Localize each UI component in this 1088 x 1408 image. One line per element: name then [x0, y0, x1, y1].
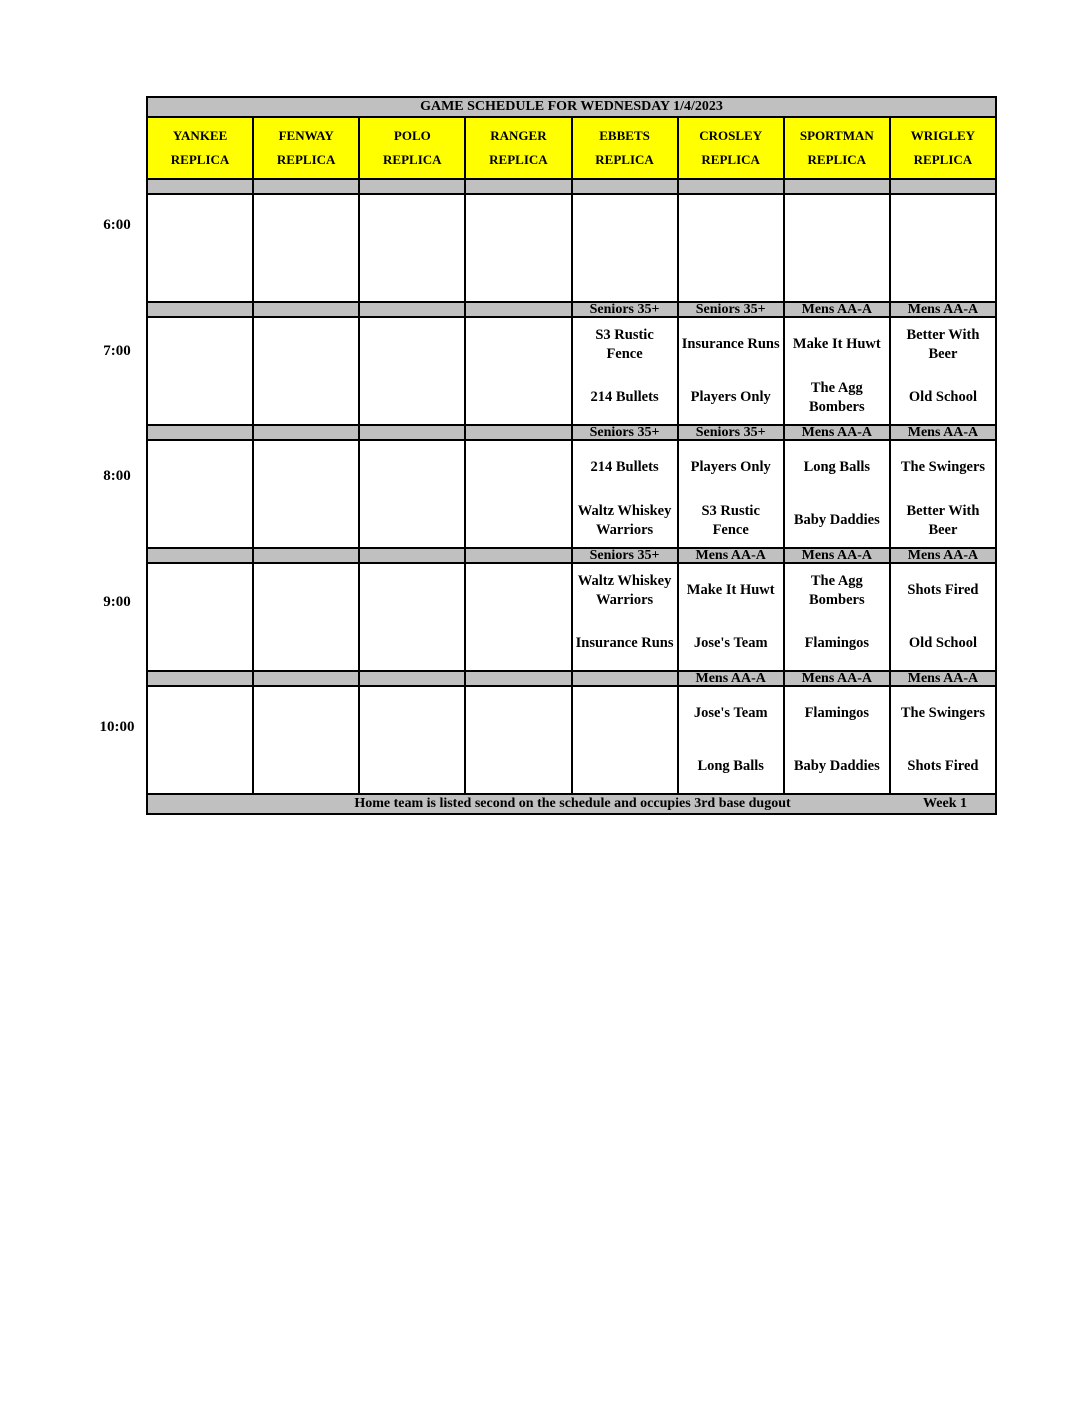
home-team	[360, 617, 464, 670]
home-team: Flamingos	[804, 635, 870, 651]
home-team	[148, 740, 252, 793]
away-team	[148, 318, 252, 371]
footer-row	[147, 794, 996, 814]
away-team: Better With Beer	[906, 326, 980, 362]
field-type: REPLICA	[595, 152, 654, 167]
field-name: RANGER	[490, 128, 547, 143]
game-cell	[465, 194, 571, 302]
field-type: REPLICA	[913, 152, 973, 167]
game-cell	[890, 440, 996, 548]
division-label	[465, 548, 571, 563]
division-label	[147, 548, 253, 563]
division-label: Mens AA-A	[784, 548, 890, 563]
home-team	[466, 617, 570, 670]
field-type: REPLICA	[383, 152, 442, 167]
away-team	[360, 441, 464, 494]
game-cell	[678, 194, 784, 302]
away-team	[148, 687, 252, 740]
home-team	[466, 248, 570, 301]
division-label: Seniors 35+	[572, 425, 678, 440]
home-team	[360, 494, 464, 547]
game-cell	[147, 317, 253, 425]
away-team	[466, 195, 570, 248]
home-team	[891, 248, 995, 301]
game-cell	[359, 686, 465, 794]
division-label	[147, 179, 253, 194]
game-cell	[465, 563, 571, 671]
division-row	[147, 179, 996, 194]
division-label	[359, 425, 465, 440]
away-team: Insurance Runs	[681, 336, 780, 352]
field-header-fenway	[253, 117, 359, 179]
away-team	[466, 318, 570, 371]
division-label	[359, 671, 465, 686]
field-header-row	[147, 117, 996, 179]
game-cell	[784, 194, 890, 302]
time-label: 9:00	[103, 594, 131, 610]
away-team: Waltz Whiskey Warriors	[577, 572, 672, 608]
division-label	[253, 425, 359, 440]
game-cell	[572, 194, 678, 302]
away-team	[360, 687, 464, 740]
division-label	[359, 179, 465, 194]
home-team: Old School	[908, 635, 977, 651]
game-cell	[465, 686, 571, 794]
home-team	[360, 248, 464, 301]
home-team	[360, 371, 464, 424]
away-team	[148, 441, 252, 494]
game-cell	[147, 440, 253, 548]
away-team	[254, 564, 358, 617]
away-team	[891, 195, 995, 248]
division-row	[147, 548, 996, 563]
schedule-table	[146, 96, 997, 815]
division-row	[147, 425, 996, 440]
game-cell	[253, 686, 359, 794]
home-team: Better With Beer	[906, 502, 980, 538]
game-cell	[572, 686, 678, 794]
away-team	[360, 564, 464, 617]
away-team	[254, 441, 358, 494]
home-team-note: Home team is listed second on the schedule and occupies 3rd base dugout	[354, 796, 791, 811]
division-label: Mens AA-A	[890, 548, 996, 563]
time-label: 6:00	[103, 217, 131, 233]
away-team	[573, 687, 677, 740]
away-team	[466, 441, 570, 494]
away-team: 214 Bullets	[590, 459, 659, 475]
division-label	[465, 179, 571, 194]
home-team	[466, 371, 570, 424]
game-cell	[890, 317, 996, 425]
home-team	[254, 371, 358, 424]
away-team	[148, 564, 252, 617]
home-team	[466, 494, 570, 547]
game-cell	[253, 440, 359, 548]
field-header-yankee	[147, 117, 253, 179]
home-team	[360, 740, 464, 793]
game-cell	[784, 440, 890, 548]
field-header-ebbets	[572, 117, 678, 179]
away-team	[148, 195, 252, 248]
division-label	[465, 425, 571, 440]
division-row	[147, 302, 996, 317]
game-cell	[253, 317, 359, 425]
away-team	[360, 318, 464, 371]
division-label: Seniors 35+	[678, 302, 784, 317]
home-team	[148, 494, 252, 547]
week-label: Week 1	[923, 796, 967, 811]
away-team: Players Only	[690, 459, 771, 475]
game-cell	[359, 317, 465, 425]
field-header-crosley	[678, 117, 784, 179]
game-cell	[465, 440, 571, 548]
division-label: Mens AA-A	[784, 671, 890, 686]
home-team: Baby Daddies	[793, 758, 880, 774]
field-name: SPORTMAN	[799, 128, 874, 143]
game-cell	[147, 563, 253, 671]
division-label: Mens AA-A	[784, 425, 890, 440]
game-cell	[359, 194, 465, 302]
time-label: 8:00	[103, 468, 131, 484]
away-team: Make It Huwt	[792, 336, 881, 352]
division-label	[359, 302, 465, 317]
division-label	[147, 671, 253, 686]
away-team: Shots Fired	[907, 582, 979, 598]
division-label	[678, 179, 784, 194]
division-label	[890, 179, 996, 194]
game-cell	[890, 686, 996, 794]
division-label: Mens AA-A	[890, 671, 996, 686]
division-label: Mens AA-A	[678, 548, 784, 563]
game-cell	[784, 563, 890, 671]
away-team	[466, 687, 570, 740]
away-team	[254, 687, 358, 740]
home-team	[254, 617, 358, 670]
division-label: Seniors 35+	[678, 425, 784, 440]
away-team: Flamingos	[804, 705, 870, 721]
time-slots	[147, 179, 996, 794]
game-cell	[784, 317, 890, 425]
game-cell	[253, 563, 359, 671]
field-header-wrigley	[890, 117, 996, 179]
home-team: Baby Daddies	[793, 512, 880, 528]
time-label: 10:00	[99, 719, 135, 735]
game-cell	[678, 686, 784, 794]
home-team: Long Balls	[697, 758, 764, 774]
field-name: POLO	[393, 128, 431, 143]
schedule-title: GAME SCHEDULE FOR WEDNESDAY 1/4/2023	[147, 97, 996, 117]
field-name: FENWAY	[278, 128, 334, 143]
home-team: Old School	[908, 389, 977, 405]
game-cell	[572, 563, 678, 671]
field-type: REPLICA	[276, 152, 336, 167]
home-team: 214 Bullets	[590, 389, 659, 405]
field-name: YANKEE	[172, 128, 228, 143]
home-team	[254, 494, 358, 547]
away-team: Jose's Team	[693, 705, 768, 721]
away-team: The Swingers	[900, 705, 986, 721]
game-row	[147, 317, 996, 425]
division-label	[465, 302, 571, 317]
game-cell	[572, 440, 678, 548]
game-cell	[253, 194, 359, 302]
game-cell	[784, 686, 890, 794]
division-label	[253, 179, 359, 194]
division-label: Mens AA-A	[678, 671, 784, 686]
field-type: REPLICA	[807, 152, 867, 167]
home-team	[679, 248, 783, 301]
division-label	[572, 671, 678, 686]
home-team: Shots Fired	[907, 758, 979, 774]
away-team	[254, 318, 358, 371]
division-label	[465, 671, 571, 686]
division-label	[147, 302, 253, 317]
division-label	[253, 548, 359, 563]
field-type: REPLICA	[701, 152, 760, 167]
home-team: Jose's Team	[693, 635, 768, 651]
away-team: The Agg Bombers	[809, 572, 865, 608]
away-team: Long Balls	[803, 459, 871, 475]
division-row	[147, 671, 996, 686]
away-team	[573, 195, 677, 248]
field-type: REPLICA	[170, 152, 230, 167]
division-label	[147, 425, 253, 440]
field-name: CROSLEY	[699, 128, 763, 143]
home-team: Waltz Whiskey Warriors	[577, 502, 672, 538]
game-cell	[678, 440, 784, 548]
division-label	[253, 302, 359, 317]
game-cell	[147, 686, 253, 794]
division-label: Seniors 35+	[572, 548, 678, 563]
away-team: Make It Huwt	[686, 582, 775, 598]
field-header-ranger	[465, 117, 571, 179]
away-team	[360, 195, 464, 248]
home-team	[148, 371, 252, 424]
division-label	[572, 179, 678, 194]
game-cell	[465, 317, 571, 425]
home-team	[148, 617, 252, 670]
field-name: WRIGLEY	[910, 128, 976, 143]
home-team	[466, 740, 570, 793]
division-label	[359, 548, 465, 563]
game-cell	[359, 440, 465, 548]
game-cell	[678, 317, 784, 425]
away-team: The Swingers	[900, 459, 986, 475]
division-label: Mens AA-A	[890, 302, 996, 317]
game-row	[147, 194, 996, 302]
home-team	[254, 248, 358, 301]
division-label: Mens AA-A	[784, 302, 890, 317]
away-team	[466, 564, 570, 617]
time-label: 7:00	[103, 343, 131, 359]
footer-cell	[147, 794, 996, 814]
home-team	[573, 740, 677, 793]
home-team: Players Only	[690, 389, 771, 405]
game-cell	[147, 194, 253, 302]
division-label: Mens AA-A	[890, 425, 996, 440]
away-team	[785, 195, 889, 248]
away-team	[254, 195, 358, 248]
game-cell	[359, 563, 465, 671]
game-row	[147, 686, 996, 794]
title-row	[147, 97, 996, 117]
home-team: S3 Rustic Fence	[701, 502, 760, 538]
division-label	[253, 671, 359, 686]
division-label	[784, 179, 890, 194]
schedule-sheet	[146, 96, 997, 815]
game-cell	[890, 194, 996, 302]
home-team: The Agg Bombers	[809, 379, 865, 415]
game-cell	[572, 317, 678, 425]
game-row	[147, 563, 996, 671]
game-cell	[678, 563, 784, 671]
field-header-sportman	[784, 117, 890, 179]
home-team: Insurance Runs	[575, 635, 674, 651]
away-team: S3 Rustic Fence	[595, 326, 654, 362]
home-team	[148, 248, 252, 301]
division-label: Seniors 35+	[572, 302, 678, 317]
field-header-polo	[359, 117, 465, 179]
game-row	[147, 440, 996, 548]
home-team	[785, 248, 889, 301]
game-cell	[890, 563, 996, 671]
home-team	[254, 740, 358, 793]
home-team	[573, 248, 677, 301]
field-type: REPLICA	[489, 152, 548, 167]
field-name: EBBETS	[599, 128, 650, 143]
away-team	[679, 195, 783, 248]
